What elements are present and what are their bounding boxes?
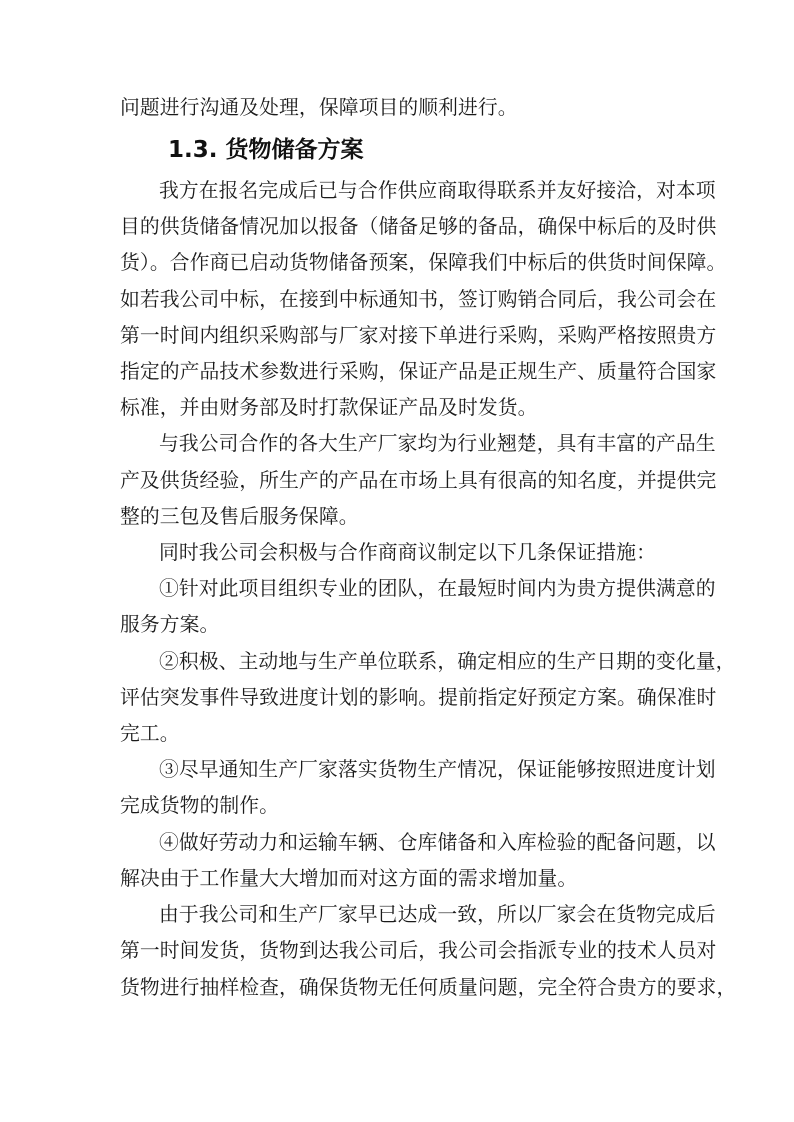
paragraph-line: 目的供货储备情况加以报备（储备足够的备品，确保中标后的及时供 — [120, 215, 717, 238]
paragraph-line: 整的三包及售后服务保障。 — [120, 505, 359, 528]
paragraph-line: ④做好劳动力和运输车辆、仓库储备和入库检验的配备问题，以 — [159, 831, 716, 854]
paragraph-line: 完工。 — [120, 722, 180, 745]
paragraph-line: 同时我公司会积极与合作商商议制定以下几条保证措施： — [159, 541, 657, 564]
paragraph-line: 货物进行抽样检查，确保货物无任何质量问题，完全符合贵方的要求， — [120, 976, 737, 999]
paragraph-line: 标准，并由财务部及时打款保证产品及时发货。 — [120, 396, 538, 419]
paragraph-line: 如若我公司中标，在接到中标通知书，签订购销合同后，我公司会在 — [120, 288, 717, 311]
paragraph-line: 货）。合作商已启动货物储备预案，保障我们中标后的供货时间保障。 — [120, 251, 727, 274]
continuation-line: 问题进行沟通及处理，保障项目的顺利进行。 — [120, 96, 518, 119]
paragraph-line: 由于我公司和生产厂家早已达成一致，所以厂家会在货物完成后 — [159, 903, 716, 926]
paragraph-line: ②积极、主动地与生产单位联系，确定相应的生产日期的变化量， — [159, 650, 736, 673]
paragraph-line: 指定的产品技术参数进行采购，保证产品是正规生产、质量符合国家 — [120, 360, 717, 383]
paragraph-line: 第一时间发货，货物到达我公司后，我公司会指派专业的技术人员对 — [120, 939, 717, 962]
section-heading: 1.3. 货物储备方案 — [168, 137, 364, 163]
paragraph-line: 第一时间内组织采购部与厂家对接下单进行采购，采购严格按照贵方 — [120, 324, 717, 347]
paragraph-line: 与我公司合作的各大生产厂家均为行业翘楚，具有丰富的产品生 — [159, 432, 716, 455]
paragraph-line: 产及供货经验，所生产的产品在市场上具有很高的知名度，并提供完 — [120, 469, 717, 492]
paragraph-line: 服务方案。 — [120, 613, 220, 636]
paragraph-line: ③尽早通知生产厂家落实货物生产情况，保证能够按照进度计划 — [159, 758, 716, 781]
paragraph-line: 解决由于工作量大大增加而对这方面的需求增加量。 — [120, 867, 578, 890]
paragraph-line: 完成货物的制作。 — [120, 794, 280, 817]
paragraph-line: 我方在报名完成后已与合作供应商取得联系并友好接洽，对本项 — [159, 179, 716, 202]
paragraph-line: 评估突发事件导致进度计划的影响。提前指定好预定方案。确保准时 — [120, 686, 717, 709]
paragraph-line: ①针对此项目组织专业的团队，在最短时间内为贵方提供满意的 — [159, 577, 716, 600]
